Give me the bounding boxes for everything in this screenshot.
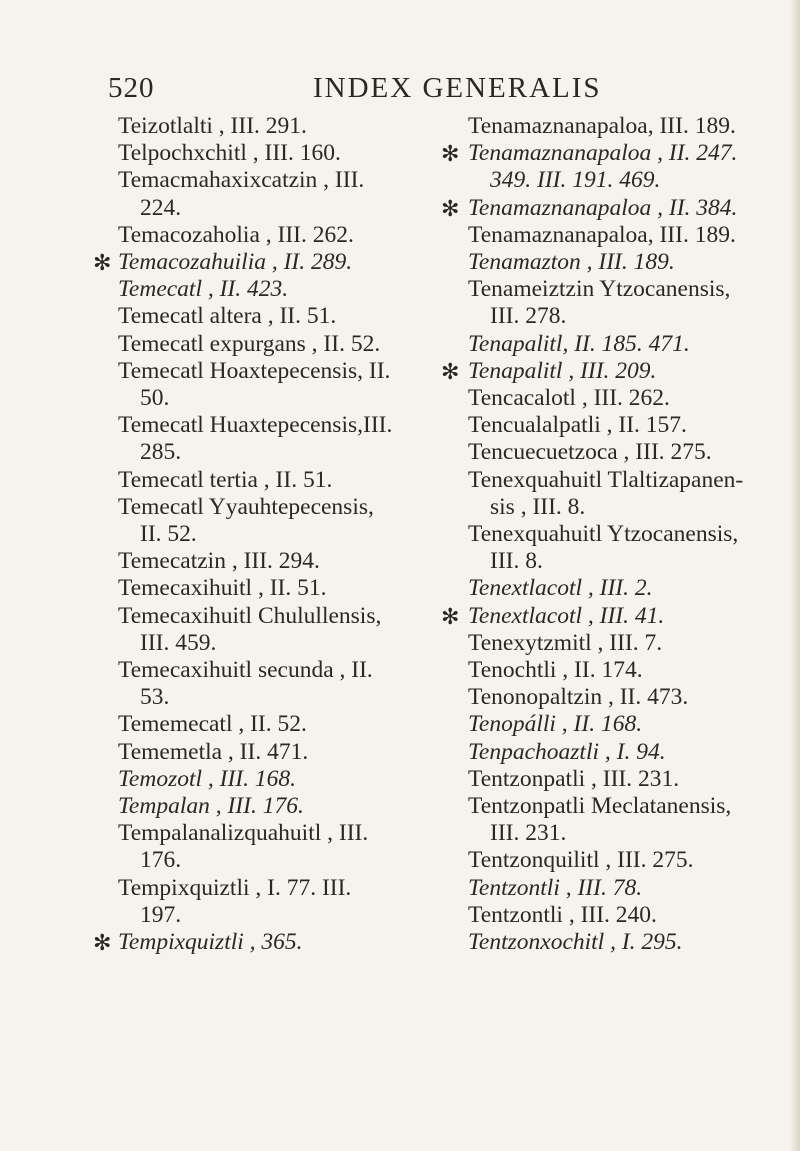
index-entry xyxy=(468,711,788,738)
index-entry xyxy=(118,820,448,874)
index-entry xyxy=(118,875,448,929)
entry-text: Tenopálli , II. 168. xyxy=(468,711,643,738)
index-entry xyxy=(93,249,448,276)
index-entry xyxy=(468,902,788,929)
entry-text: Tememetla , II. 471. xyxy=(118,738,309,765)
asterisk-marker-icon: ✻ xyxy=(441,195,460,221)
index-entry xyxy=(118,358,448,412)
entry-text: Tenextlacotl , III. 2. xyxy=(468,575,653,602)
index-entry xyxy=(118,412,448,466)
entry-text: Tenexquahuitl Ytzocanensis, xyxy=(468,521,739,548)
entry-text: Tempalanalizquahuitl , III. xyxy=(118,820,369,847)
index-entry xyxy=(468,249,788,276)
index-entry xyxy=(118,793,448,820)
entry-continuation: III. 231. xyxy=(490,820,567,847)
index-entry xyxy=(118,331,448,358)
entry-text: Temacozahuilia , II. 289. xyxy=(118,249,353,276)
entry-continuation: 285. xyxy=(140,439,182,466)
entry-continuation: 224. xyxy=(140,194,182,221)
index-entry xyxy=(468,412,788,439)
index-entry xyxy=(118,575,448,602)
index-entry xyxy=(441,602,788,630)
entry-text: Tentzonxochitl , I. 295. xyxy=(468,929,683,956)
index-entry xyxy=(468,793,788,847)
entry-continuation: III. 278. xyxy=(490,303,567,330)
index-entry xyxy=(468,439,788,466)
entry-text: Tentzontli , III. 240. xyxy=(468,901,657,928)
entry-text: Tenamaznanapaloa, III. 189. xyxy=(468,113,736,139)
entry-text: Temecatl , II. 423. xyxy=(118,276,289,303)
index-entry xyxy=(468,929,788,956)
asterisk-marker-icon: ✻ xyxy=(441,141,460,167)
entry-text: Temecaxihuitl Chulullensis, xyxy=(118,602,382,629)
entry-text: Tenamaznanapaloa , II. 247. xyxy=(468,140,738,167)
entry-continuation: 176. xyxy=(140,847,182,874)
index-entry xyxy=(468,847,788,874)
entry-continuation: II. 52. xyxy=(140,521,197,548)
entry-text: Teizotlalti , III. 291. xyxy=(118,113,307,139)
index-entry xyxy=(441,140,788,194)
asterisk-marker-icon: ✻ xyxy=(441,358,460,384)
index-entry xyxy=(118,276,448,303)
entry-text: Tenonopaltzin , II. 473. xyxy=(468,684,689,711)
entry-text: Tenexquahuitl Tlaltizapanen- xyxy=(468,466,744,493)
index-entry xyxy=(118,766,448,793)
page-header xyxy=(108,72,708,112)
index-entry xyxy=(468,467,788,521)
entry-text: Tenamazton , III. 189. xyxy=(468,249,675,276)
index-entry xyxy=(118,548,448,575)
entry-text: Tentzonquilitl , III. 275. xyxy=(468,847,694,874)
entry-continuation: III. 459. xyxy=(140,629,217,656)
index-entry xyxy=(468,222,788,249)
entry-text: Tencacalotl , III. 262. xyxy=(468,385,670,412)
entry-continuation: III. 8. xyxy=(490,548,543,575)
index-entry xyxy=(468,276,788,330)
entry-text: Temecatzin , III. 294. xyxy=(118,548,320,575)
index-entry xyxy=(118,603,448,657)
entry-text: Tenapalitl , III. 209. xyxy=(468,357,657,384)
entry-text: Temecaxihuitl , II. 51. xyxy=(118,575,327,602)
entry-text: Temecatl tertia , II. 51. xyxy=(118,466,333,493)
entry-text: Tenameiztzin Ytzocanensis, xyxy=(468,276,731,303)
entry-text: Tenextlacotl , III. 41. xyxy=(468,602,665,629)
page-edge-shadow xyxy=(790,0,800,1151)
entry-text: Temozotl , III. 168. xyxy=(118,765,296,792)
index-entry xyxy=(118,303,448,330)
entry-text: Tempixquiztli , 365. xyxy=(118,929,303,956)
index-entry xyxy=(468,630,788,657)
entry-text: Temecatl Yyauhtepecensis, xyxy=(118,493,374,520)
entry-text: Telpochxchitl , III. 160. xyxy=(118,140,341,167)
entry-continuation: 53. xyxy=(140,684,170,711)
entry-text: Tempixquiztli , I. 77. III. xyxy=(118,874,352,901)
entry-text: Tentzonpatli , III. 231. xyxy=(468,765,680,792)
asterisk-marker-icon: ✻ xyxy=(93,250,112,276)
entry-text: Tenamaznanapaloa , II. 384. xyxy=(468,194,738,221)
index-entry xyxy=(118,140,448,167)
index-entry xyxy=(118,739,448,766)
index-entry xyxy=(118,657,448,711)
index-entry xyxy=(118,113,448,140)
index-entry xyxy=(118,222,448,249)
entry-text: Temecatl Huaxtepecensis,III. xyxy=(118,412,393,439)
index-entry xyxy=(468,575,788,602)
index-entry xyxy=(468,331,788,358)
index-entry xyxy=(468,684,788,711)
index-column-right xyxy=(441,113,788,956)
index-entry xyxy=(118,494,448,548)
index-entry xyxy=(468,521,788,575)
index-entry xyxy=(468,113,788,140)
entry-text: Temecatl expurgans , II. 52. xyxy=(118,330,381,357)
entry-text: Tenpachoaztli , I. 94. xyxy=(468,738,666,765)
page-number: 520 xyxy=(108,72,155,104)
asterisk-marker-icon: ✻ xyxy=(441,603,460,629)
entry-text: Temecatl Hoaxtepecensis, II. xyxy=(118,357,391,384)
entry-text: Temacmahaxixcatzin , III. xyxy=(118,167,365,194)
index-entry xyxy=(468,875,788,902)
entry-text: Tentzonpatli Meclatanensis, xyxy=(468,793,732,820)
entry-text: Tenochtli , II. 174. xyxy=(468,657,643,684)
entry-text: Tempalan , III. 176. xyxy=(118,793,304,820)
entry-text: Tenexytzmitl , III. 7. xyxy=(468,629,663,656)
index-entry xyxy=(118,167,448,221)
asterisk-marker-icon: ✻ xyxy=(93,930,112,956)
entry-text: Tencuecuetzoca , III. 275. xyxy=(468,439,712,466)
index-entry xyxy=(118,711,448,738)
entry-text: Tememecatl , II. 52. xyxy=(118,711,307,738)
entry-text: Temecatl altera , II. 51. xyxy=(118,303,337,330)
index-entry xyxy=(441,357,788,385)
index-entry xyxy=(468,385,788,412)
entry-text: Temecaxihuitl secunda , II. xyxy=(118,657,373,684)
index-entry xyxy=(441,194,788,222)
entry-text: Tenamaznanapaloa, III. 189. xyxy=(468,221,736,248)
index-entry xyxy=(468,657,788,684)
entry-text: Tencualalpatli , II. 157. xyxy=(468,412,687,439)
page-title: INDEX GENERALIS xyxy=(313,72,602,104)
index-entry xyxy=(118,467,448,494)
entry-continuation: 50. xyxy=(140,385,170,412)
entry-text: Tenapalitl, II. 185. 471. xyxy=(468,330,690,357)
index-entry xyxy=(93,929,448,956)
entry-continuation: sis , III. 8. xyxy=(490,493,586,520)
index-entry xyxy=(468,766,788,793)
entry-text: Tentzontli , III. 78. xyxy=(468,874,643,901)
entry-text: Temacozaholia , III. 262. xyxy=(118,221,354,248)
entry-continuation: 197. xyxy=(140,901,182,928)
entry-continuation: 349. III. 191. 469. xyxy=(490,167,661,194)
index-entry xyxy=(468,739,788,766)
index-column-left xyxy=(93,113,448,956)
